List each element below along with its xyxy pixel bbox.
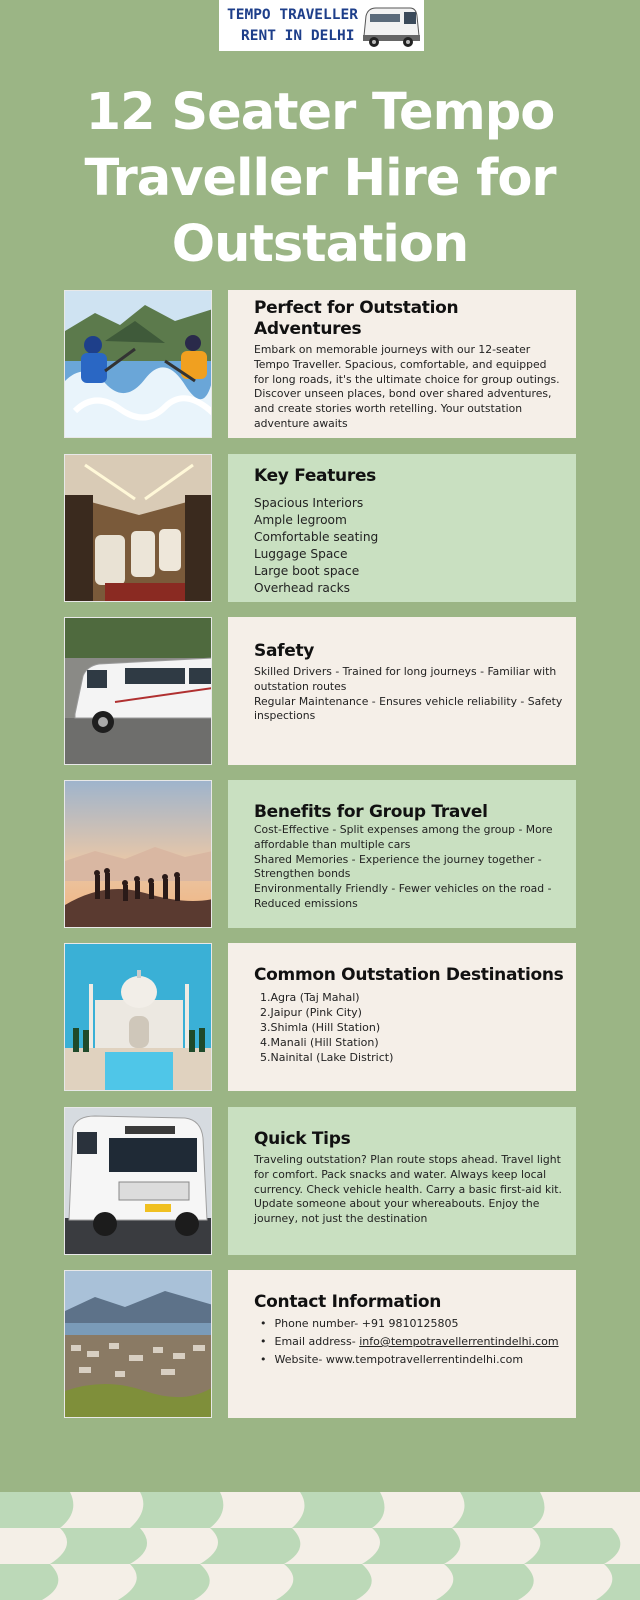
contact-card <box>228 1270 576 1418</box>
list-item: 4.Manali (Hill Station) <box>260 1036 379 1049</box>
website-link[interactable]: www.tempotravellerrentindelhi.com <box>325 1353 524 1366</box>
logo-line-2: RENT IN DELHI <box>241 27 355 44</box>
white-van-photo <box>64 617 212 765</box>
destinations-list <box>254 990 564 1065</box>
contact-website[interactable] <box>260 1351 564 1369</box>
section-tips <box>64 1107 576 1255</box>
logo-line-1: TEMPO TRAVELLER <box>227 6 358 23</box>
contact-heading: Contact Information <box>254 1292 442 1312</box>
safety-line-1: Skilled Drivers - Trained for long journeys - Familiar with outstation routes <box>254 665 557 693</box>
phone-number[interactable]: +91 9810125805 <box>361 1317 459 1330</box>
list-item: Overhead racks <box>254 581 350 595</box>
list-item: Comfortable seating <box>254 530 379 544</box>
section-features <box>64 454 576 602</box>
tips-heading: Quick Tips <box>254 1129 351 1149</box>
tips-card <box>228 1107 576 1255</box>
list-item: Ample legroom <box>254 513 347 527</box>
website-label: Website- <box>274 1353 326 1366</box>
features-list <box>254 495 564 597</box>
adventures-heading: Perfect for Outstation Adventures <box>254 298 459 339</box>
benefits-card <box>228 780 576 928</box>
email-label: Email address- <box>274 1335 360 1348</box>
list-item: Spacious Interiors <box>254 496 364 510</box>
river-rafting-photo <box>64 290 212 438</box>
van-icon <box>360 2 422 50</box>
list-item: Luggage Space <box>254 547 348 561</box>
section-destinations <box>64 943 576 1091</box>
contact-phone[interactable] <box>260 1315 564 1333</box>
list-item: 2.Jaipur (Pink City) <box>260 1006 362 1019</box>
list-item: 5.Nainital (Lake District) <box>260 1051 394 1064</box>
benefits-line-3: Environmentally Friendly - Fewer vehicles on the road - Reduced emissions <box>254 882 552 910</box>
section-adventures <box>64 290 576 438</box>
benefits-line-2: Shared Memories - Experience the journey together - Strengthen bonds <box>254 852 542 881</box>
features-heading: Key Features <box>254 466 376 486</box>
destinations-card <box>228 943 576 1091</box>
contact-email[interactable] <box>260 1333 564 1351</box>
safety-heading: Safety <box>254 641 315 661</box>
van-interior-photo <box>64 454 212 602</box>
contact-list <box>254 1315 564 1369</box>
section-safety <box>64 617 576 765</box>
hill-town-photo <box>64 1270 212 1418</box>
taj-mahal-photo <box>64 943 212 1091</box>
group-on-hilltop-photo <box>64 780 212 928</box>
safety-card <box>228 617 576 765</box>
logo-text <box>219 5 361 47</box>
tempo-traveller-front-photo <box>64 1107 212 1255</box>
list-item: Large boot space <box>254 564 360 578</box>
phone-label: Phone number- <box>274 1317 362 1330</box>
section-contact <box>64 1270 576 1418</box>
adventures-card <box>228 290 576 438</box>
adventures-text: Embark on memorable journeys with our 12-seater Tempo Traveller. Spacious, comfortable, and equipped for long roads, it's the ultimate choice for group outings. Discover unseen places, bond over shared adventures, and create stories worth retelling. Your outstation adventure awaits <box>254 343 560 430</box>
list-item: 1.Agra (Taj Mahal) <box>260 991 360 1004</box>
benefits-line-1: Cost-Effective - Split expenses among the group - More affordable than multiple cars <box>254 823 553 851</box>
tips-text: Traveling outstation? Plan route stops ahead. Travel light for comfort. Pack snacks and water. Always keep local currency. Check vehicle health. Carry a basic first-aid kit. Update someone about your whereabouts. Enjoy the journey, not just the destination <box>254 1153 562 1226</box>
section-benefits <box>64 780 576 928</box>
email-link[interactable]: info@tempotravellerrentindelhi.com <box>359 1335 559 1348</box>
benefits-heading: Benefits for Group Travel <box>254 802 488 822</box>
page-title: 12 Seater Tempo Traveller Hire for Outstation <box>84 83 556 274</box>
safety-line-2: Regular Maintenance - Ensures vehicle reliability - Safety inspections <box>254 694 563 723</box>
features-card <box>228 454 576 602</box>
brand-logo[interactable] <box>219 0 424 51</box>
destinations-heading: Common Outstation Destinations <box>254 965 564 985</box>
checkered-wave-decoration <box>0 1492 640 1600</box>
list-item: 3.Shimla (Hill Station) <box>260 1021 381 1034</box>
